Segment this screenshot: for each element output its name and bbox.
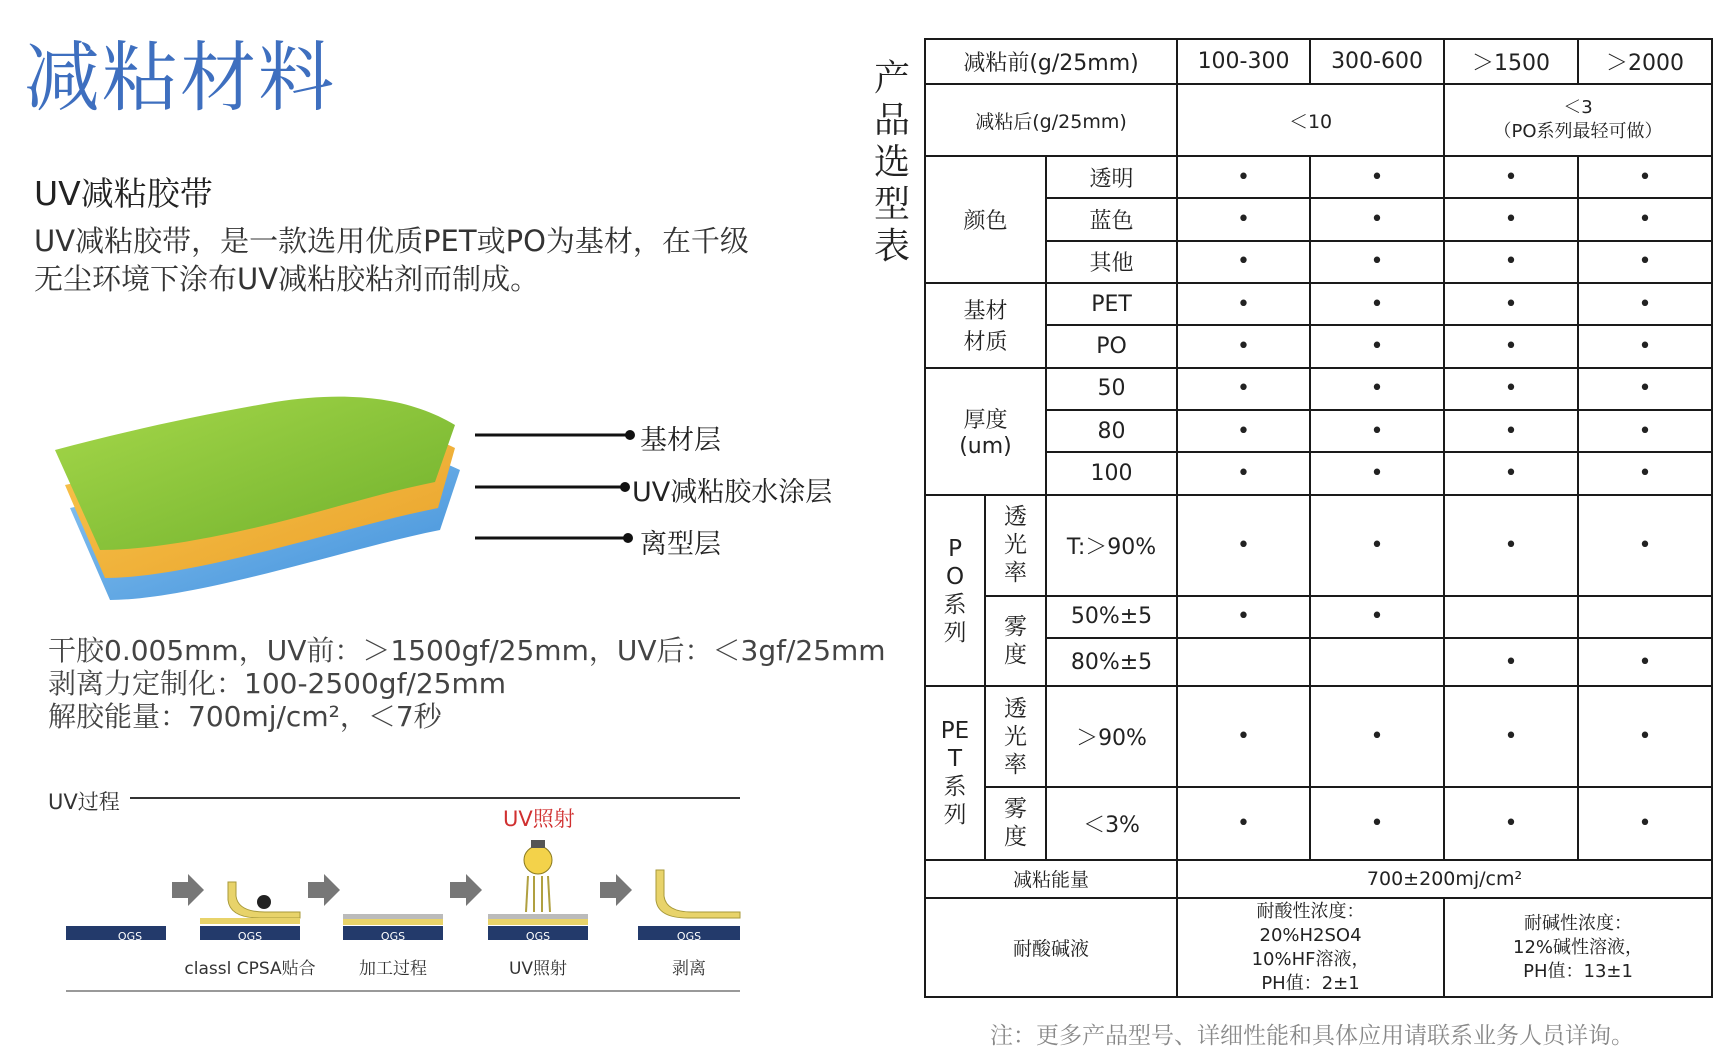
ogs-board-label: OGS [380,930,406,943]
ogs-board-label: OGS [117,930,143,943]
table-row [925,686,1712,787]
availability-dot: • [1444,156,1578,198]
availability-dot: • [1177,452,1310,494]
material-group-label [925,283,1046,368]
transmittance-label [985,495,1046,596]
after-high-value [1444,84,1712,156]
transmittance-text: 透光率 [1004,504,1027,587]
availability-dot: • [1177,596,1310,638]
availability-dot: • [1578,452,1712,494]
uv-step-label: 剥离 [672,959,706,979]
availability-dot: • [1444,325,1578,367]
ogs-board-label: OGS [525,930,551,943]
availability-dot: • [1578,787,1712,860]
uv-process-bottom-rule [66,990,740,992]
availability-dot: • [1177,686,1310,787]
acid-line: 20%H2SO4 [1259,924,1362,946]
selection-table-title: 产品选型表 [873,58,910,267]
availability-dot: • [1310,495,1444,596]
uv-light-label: UV照射 [503,807,575,831]
table-row [925,84,1712,156]
footnote: 注：更多产品型号、详细性能和具体应用请联系业务人员详询。 [990,1023,1634,1049]
availability-dot: • [1310,156,1444,198]
table-row [925,860,1712,898]
alkali-line: 12%碱性溶液， [1513,936,1644,958]
column-header: ＞2000 [1578,39,1712,84]
transmittance-text: 透光率 [1004,695,1027,778]
thickness-group-line: 厚度 [963,408,1008,434]
availability-dot: • [1310,198,1444,240]
film-peel [656,870,740,918]
haze-label [985,596,1046,687]
option-label: PET [1046,283,1177,325]
pet-series-line: 系 [943,773,967,800]
pet-series-line: 列 [943,801,967,828]
after-high-line: ＜3 [1563,97,1593,119]
availability-dot: • [1578,283,1712,325]
availability-dot: • [1444,198,1578,240]
description-line: UV减粘胶带，是一款选用优质PET或PO为基材，在千级 [34,224,749,258]
availability-dot: • [1444,638,1578,686]
transmittance-label [985,686,1046,787]
table-row [925,787,1712,860]
product-selection-table [924,38,1713,998]
acid-alkali-label: 耐酸碱液 [925,898,1177,997]
spec-line-release-energy: 解胶能量：700mj/cm²，＜7秒 [48,700,442,733]
availability-dot: • [1177,368,1310,410]
availability-dot: • [1310,452,1444,494]
availability-dot: • [1310,325,1444,367]
alkali-resistance-cell [1444,898,1712,997]
option-label: 80 [1046,410,1177,452]
haze-label [985,787,1046,860]
color-group-label: 颜色 [925,156,1046,283]
empty-cell [1177,638,1310,686]
layer-label-release: 离型层 [640,529,721,560]
ogs-board-label: OGS [676,930,702,943]
uv-process-label: UV过程 [48,790,120,814]
option-label: 蓝色 [1046,198,1177,240]
thickness-group-label [925,368,1046,495]
availability-dot: • [1177,241,1310,283]
column-header: 300-600 [1310,39,1444,84]
table-row [925,156,1712,198]
process-arrow-icon [172,874,204,906]
process-arrow-icon [450,874,482,906]
table-row [925,898,1712,997]
availability-dot: • [1444,495,1578,596]
acid-line: PH值：2±1 [1261,972,1360,994]
table-row [925,39,1712,84]
material-group-line: 材质 [963,330,1008,356]
acid-line: 耐酸性浓度： [1256,900,1365,922]
availability-dot: • [1177,198,1310,240]
alkali-line: 耐碱性浓度： [1524,912,1633,934]
page-title: 减粘材料 [24,33,336,122]
availability-dot: • [1444,241,1578,283]
availability-dot: • [1578,686,1712,787]
uv-process-rule [130,797,740,799]
table-row [925,495,1712,596]
availability-dot: • [1310,368,1444,410]
empty-cell [1310,638,1444,686]
availability-dot: • [1578,368,1712,410]
table-row [925,368,1712,410]
availability-dot: • [1310,283,1444,325]
option-label: 其他 [1046,241,1177,283]
column-header: 100-300 [1177,39,1310,84]
spec-line-peel-force: 剥离力定制化：100-2500gf/25mm [48,667,507,700]
layer-pointer-lines [470,420,640,550]
availability-dot: • [1444,452,1578,494]
availability-dot: • [1177,325,1310,367]
availability-dot: • [1578,410,1712,452]
pet-series-label [925,686,985,859]
option-label: 80%±5 [1046,638,1177,686]
layer-label-substrate: 基材层 [640,425,721,456]
option-label: 50 [1046,368,1177,410]
option-label: 透明 [1046,156,1177,198]
po-series-text: PO系列 [943,535,967,646]
acid-resistance-cell [1177,898,1444,997]
spec-line-adhesion: 干胶0.005mm，UV前：＞1500gf/25mm，UV后：＜3gf/25mm [48,634,886,667]
table-row [925,596,1712,638]
availability-dot: • [1310,241,1444,283]
process-arrow-icon [308,874,340,906]
availability-dot: • [1444,368,1578,410]
availability-dot: • [1177,283,1310,325]
product-description [34,222,834,298]
ogs-board-label: OGS [237,930,263,943]
layer-label-adhesive: UV减粘胶水涂层 [632,477,833,508]
option-label: T:＞90% [1046,495,1177,596]
energy-value: 700±200mj/cm² [1177,860,1712,898]
option-label: ＜3% [1046,787,1177,860]
material-group-line: 基材 [963,299,1008,325]
option-label: 50%±5 [1046,596,1177,638]
header-before-label: 减粘前(g/25mm) [925,39,1177,84]
availability-dot: • [1310,410,1444,452]
haze-text: 雾度 [1004,613,1027,668]
product-subtitle: UV减粘胶带 [34,174,213,213]
availability-dot: • [1444,787,1578,860]
availability-dot: • [1578,156,1712,198]
uv-step-label: 加工过程 [359,959,427,979]
after-high-line: （PO系列最轻可做） [1493,121,1663,143]
availability-dot: • [1310,596,1444,638]
availability-dot: • [1177,410,1310,452]
option-label: 100 [1046,452,1177,494]
table-row [925,283,1712,325]
uv-step-label: classl CPSA贴合 [184,959,316,979]
uv-step-label: UV照射 [508,959,568,979]
empty-cell [1444,596,1578,638]
uv-lamp-icon [524,840,552,912]
alkali-line: PH值：13±1 [1523,960,1633,982]
availability-dot: • [1177,787,1310,860]
after-label: 减粘后(g/25mm) [925,84,1177,156]
pet-series-line: PE [940,717,970,744]
process-arrow-icon [600,874,632,906]
empty-cell [1578,596,1712,638]
description-line: 无尘环境下涂布UV减粘胶粘剂而制成。 [34,262,540,296]
availability-dot: • [1578,198,1712,240]
availability-dot: • [1310,787,1444,860]
thickness-group-line: (um) [959,434,1012,460]
availability-dot: • [1444,283,1578,325]
roller-icon [257,895,271,909]
availability-dot: • [1578,241,1712,283]
haze-text: 雾度 [1004,796,1027,851]
po-series-label [925,495,985,687]
acid-line: 10%HF溶液， [1251,948,1370,970]
availability-dot: • [1578,495,1712,596]
pet-series-line: T [947,745,963,772]
column-header: ＞1500 [1444,39,1578,84]
availability-dot: • [1177,156,1310,198]
energy-label: 减粘能量 [925,860,1177,898]
after-low-value: ＜10 [1177,84,1444,156]
option-label: PO [1046,325,1177,367]
availability-dot: • [1578,325,1712,367]
availability-dot: • [1578,638,1712,686]
option-label: ＞90% [1046,686,1177,787]
layer-structure-illustration [40,390,480,610]
availability-dot: • [1444,686,1578,787]
availability-dot: • [1177,495,1310,596]
availability-dot: • [1310,686,1444,787]
availability-dot: • [1444,410,1578,452]
